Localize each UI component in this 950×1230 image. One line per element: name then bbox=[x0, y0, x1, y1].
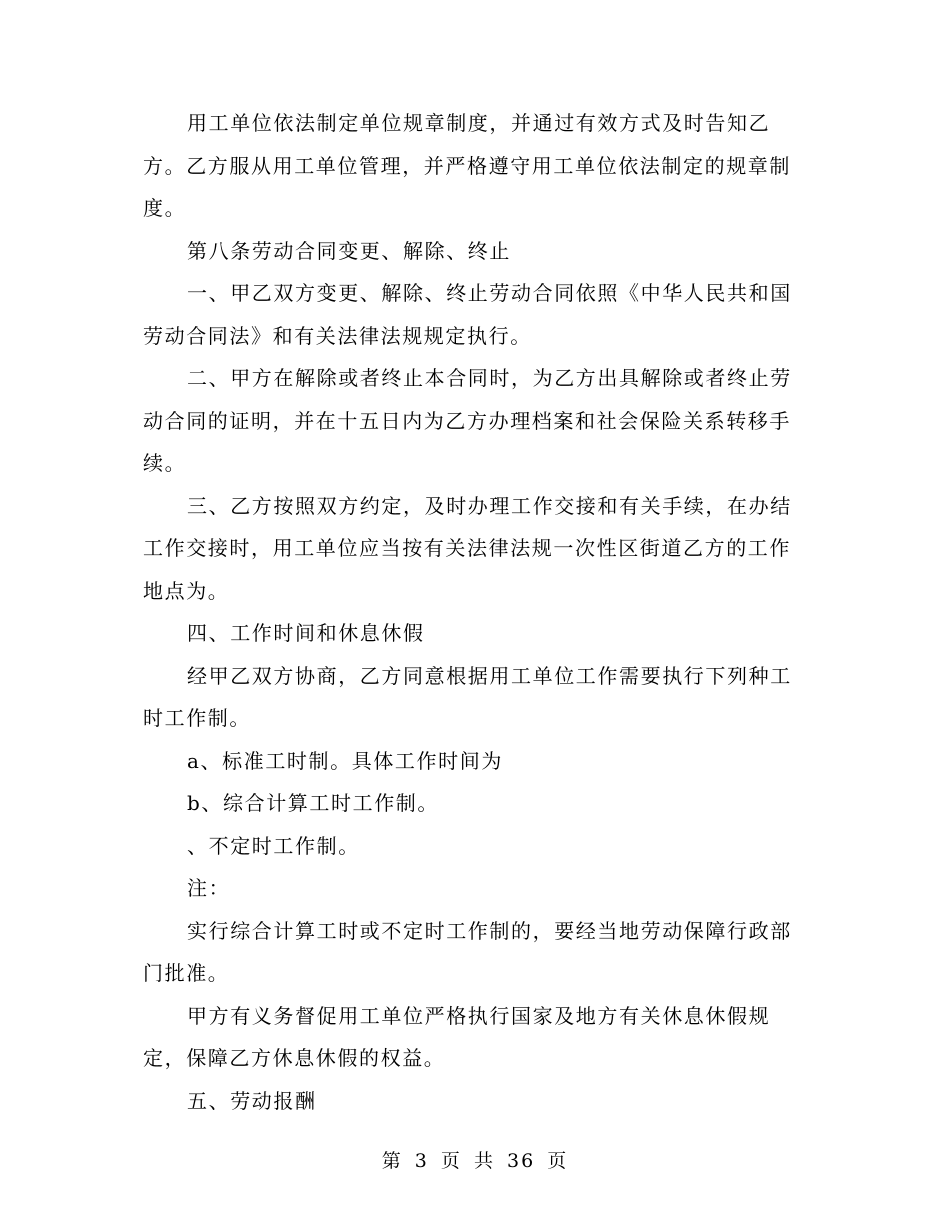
footer-prefix: 第 bbox=[381, 1150, 403, 1172]
paragraph-article-8-heading: 第八条劳动合同变更、解除、终止 bbox=[187, 238, 511, 263]
paragraph-note-text: 实行综合计算工时或不定时工作制的，要经当地劳动保障行政部门批准。 bbox=[143, 918, 792, 985]
paragraph-option-b: b、综合计算工时工作制。 bbox=[187, 791, 440, 815]
paragraph-rest-leave: 甲方有义务督促用工单位严格执行国家及地方有关休息休假规定，保障乙方休息休假的权益。 bbox=[143, 1003, 771, 1070]
paragraph-item-2: 二、甲方在解除或者终止本合同时，为乙方出具解除或者终止劳动合同的证明，并在十五日内为乙方办理档案和社会保险关系转移手续。 bbox=[143, 366, 792, 475]
footer-total-pages: 36 bbox=[507, 1150, 536, 1172]
footer-page-word: 页 bbox=[440, 1150, 462, 1172]
paragraph-option-c: 、不定时工作制。 bbox=[187, 833, 360, 858]
footer-current-page: 3 bbox=[414, 1150, 429, 1172]
paragraph-item-3: 三、乙方按照双方约定，及时办理工作交接和有关手续，在办结工作交接时，用工单位应当按有关法律法规一次性区街道乙方的工作地点为。 bbox=[143, 493, 792, 603]
paragraph-option-a: a、标准工时制。具体工作时间为 bbox=[187, 748, 503, 773]
paragraph-section-4-heading: 四、工作时间和休息休假 bbox=[187, 621, 425, 645]
paragraph-item-1: 一、甲乙双方变更、解除、终止劳动合同依照《中华人民共和国劳动合同法》和有关法律法规规定执行。 bbox=[143, 281, 792, 348]
page-footer bbox=[0, 1146, 950, 1173]
paragraph-section-5-heading: 五、劳动报酬 bbox=[187, 1088, 317, 1113]
document-body bbox=[143, 102, 803, 1122]
paragraph-rules: 用工单位依法制定单位规章制度，并通过有效方式及时告知乙方。乙方服从用工单位管理，并严格遵守用工单位依法制定的规章制度。 bbox=[143, 111, 791, 220]
paragraph-working-hours: 经甲乙双方协商，乙方同意根据用工单位工作需要执行下列种工时工作制。 bbox=[143, 663, 792, 730]
footer-total-word: 共 bbox=[473, 1150, 495, 1172]
paragraph-note-label: 注： bbox=[187, 876, 231, 900]
footer-suffix: 页 bbox=[547, 1150, 569, 1172]
